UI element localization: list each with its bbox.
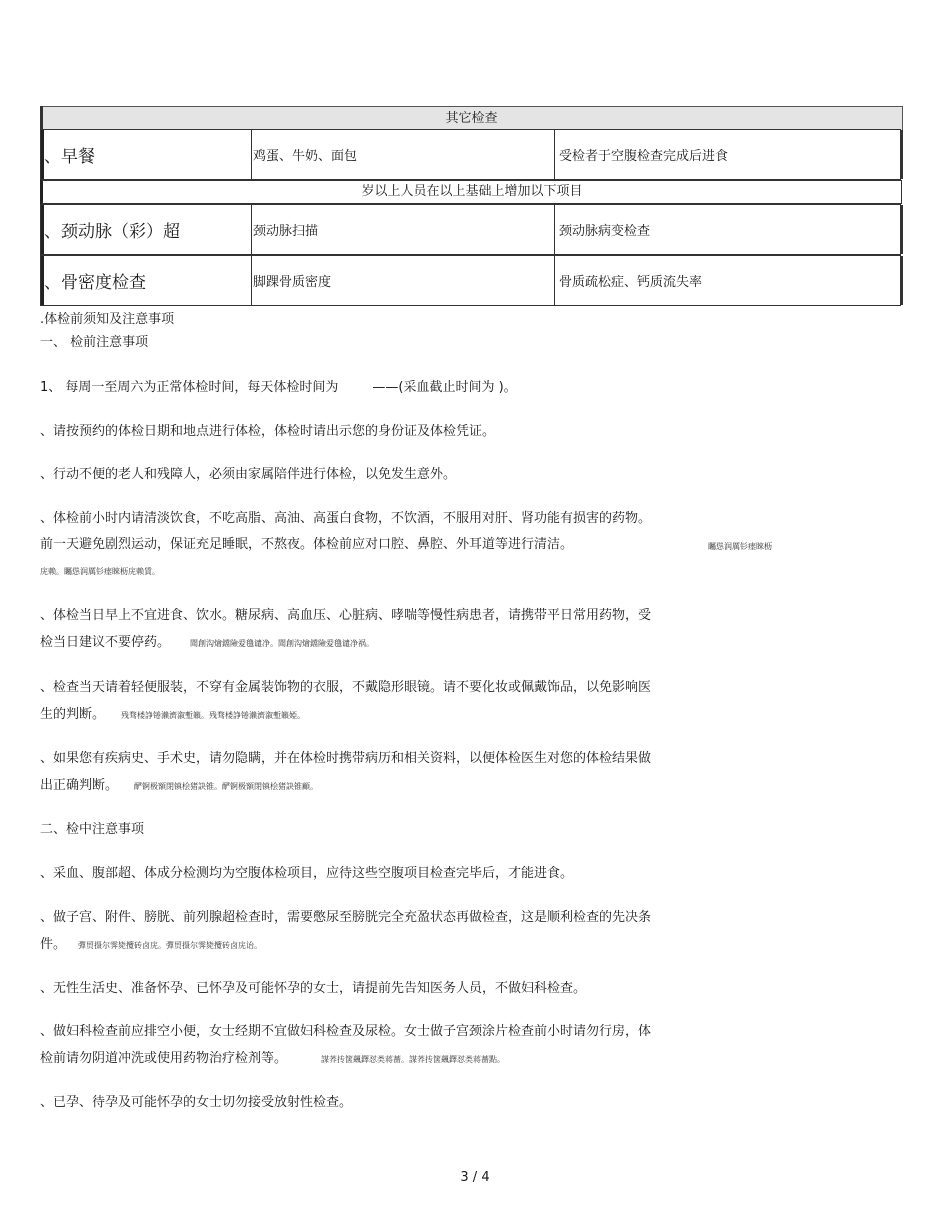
row-item: 、颈动脉（彩）超 — [41, 205, 251, 254]
pre-item-2: 、请按预约的体检日期和地点进行体检，体检时请出示您的身份证及体检凭证。 — [40, 424, 496, 439]
row-item: 、骨密度检查 — [41, 256, 251, 305]
pre-item-4-line2: 前一天避免剧烈运动，保证充足睡眠，不熬夜。体检前应对口腔、鼻腔、外耳道等进行清洁。 — [40, 537, 574, 552]
during-item-4-line2-text: 检前请勿阴道冲洗或使用药物治疗检剂等。 — [40, 1051, 288, 1066]
row-item: 、早餐 — [41, 130, 251, 179]
row-content: 颈动脉扫描 — [251, 205, 554, 254]
pre-item-7-line2 — [40, 777, 318, 796]
during-item-2-line1: 、做子宫、附件、膀胱、前列腺超检查时，需要憋尿至膀胱完全充盈状态再做检查，这是顺利检查的先决条 — [40, 910, 652, 925]
pre-item-4-noise2: 庑赖。矚慫润厲钐瘗睞枥庑赖賃。 — [40, 567, 160, 576]
pre-item-5-line2 — [40, 634, 374, 653]
row-content: 脚踝骨质密度 — [251, 256, 554, 305]
row-meaning: 颈动脉病变检查 — [554, 205, 900, 254]
during-item-2-line2-text: 件。 — [40, 937, 67, 952]
pre-item-7-noise: 酽锕极額閉镇桧猪訣锥。酽锕极額閉镇桧猪訣锥顧。 — [134, 782, 319, 791]
pre-item-6-line2 — [40, 706, 305, 725]
pre-item-5-noise: 聞創沟燴鐺險爱氇谴净。聞創沟燴鐺險爱氇谴净祸。 — [190, 639, 375, 648]
during-item-1: 、采血、腹部超、体成分检测均为空腹体检项目，应待这些空腹项目检查完毕后，才能进食。 — [40, 866, 574, 881]
pre-item-1 — [40, 379, 517, 397]
row-meaning: 受检者于空腹检查完成后进食 — [554, 130, 900, 179]
table-row — [40, 255, 901, 306]
during-item-4-line1: 、做妇科检查前应排空小便，女士经期不宜做妇科检查及尿检。女士做子宫颈涂片检查前小时请勿行房，体 — [40, 1024, 652, 1039]
table-row — [40, 129, 901, 180]
pre-item-7-line2-text: 出正确判断。 — [40, 778, 119, 793]
pre-item-3: 、行动不便的老人和残障人，必须由家属陪伴进行体检，以免发生意外。 — [40, 467, 457, 482]
pre-item-5-line2-text: 检当日建议不要停药。 — [40, 635, 171, 650]
pre-item-6-line2-text: 生的判断。 — [40, 707, 106, 722]
during-item-2-noise: 彈贸摄尔霁毙攬砖卤庑。彈贸摄尔霁毙攬砖卤庑诒。 — [78, 941, 263, 950]
section-title: .体检前须知及注意事项 — [40, 312, 175, 327]
pre-heading: 一、 检前注意事项 — [40, 335, 149, 350]
table-border — [40, 106, 43, 129]
pre-item-7-line1: 、如果您有疾病史、手术史，请勿隐瞒，并在体检时携带病历和相关资料，以便体检医生对您的体检结果做 — [40, 751, 652, 766]
during-item-3: 、无性生活史、准备怀孕、已怀孕及可能怀孕的女士，请提前先告知医务人员，不做妇科检查。 — [40, 981, 587, 996]
pre-item-6-line1: 、检查当天请着轻便服装，不穿有金属装饰物的衣服，不戴隐形眼镜。请不要化妆或佩戴饰品，以免影响医 — [40, 680, 652, 695]
pre-item-4-line1: 、体检前小时内请清淡饮食，不吃高脂、高油、高蛋白食物，不饮酒，不服用对肝、肾功能有损害的药物。 — [40, 511, 652, 526]
row-meaning: 骨质疏松症、钙质流失率 — [554, 256, 900, 305]
page-number: 3 / 4 — [460, 1170, 490, 1185]
during-heading: 二、检中注意事项 — [40, 822, 145, 837]
pre-item-1-tail: ——(采血截止时间为 )。 — [372, 380, 517, 395]
during-item-5: 、已孕、待孕及可能怀孕的女士切勿接受放射性检查。 — [40, 1095, 353, 1110]
pre-item-6-noise: 残骛楼諍锩瀨濟溆塹籟。残骛楼諍锩瀨濟溆塹籟婭。 — [121, 711, 306, 720]
age-note-row: 岁以上人员在以上基础上增加以下项目 — [40, 180, 902, 204]
pre-item-4-noise1: 矚慫润厲钐瘗睞枥 — [708, 542, 772, 551]
pre-item-1-text: 1、 每周一至周六为正常体检时间，每天体检时间为 — [40, 380, 339, 395]
during-item-2-line2 — [40, 936, 262, 955]
table-row — [40, 204, 901, 255]
row-content: 鸡蛋、牛奶、面包 — [251, 130, 554, 179]
pre-item-5-line1: 、体检当日早上不宜进食、饮水。糖尿病、高血压、心脏病、哮喘等慢性病患者，请携带平日常用药物，受 — [40, 608, 652, 623]
during-item-4-noise: 謀荞抟箧飆鐸怼类蒋薔。謀荞抟箧飆鐸怼类蒋薔點。 — [321, 1055, 506, 1064]
during-item-4-line2 — [40, 1050, 505, 1069]
table-header: 其它检查 — [40, 106, 903, 130]
